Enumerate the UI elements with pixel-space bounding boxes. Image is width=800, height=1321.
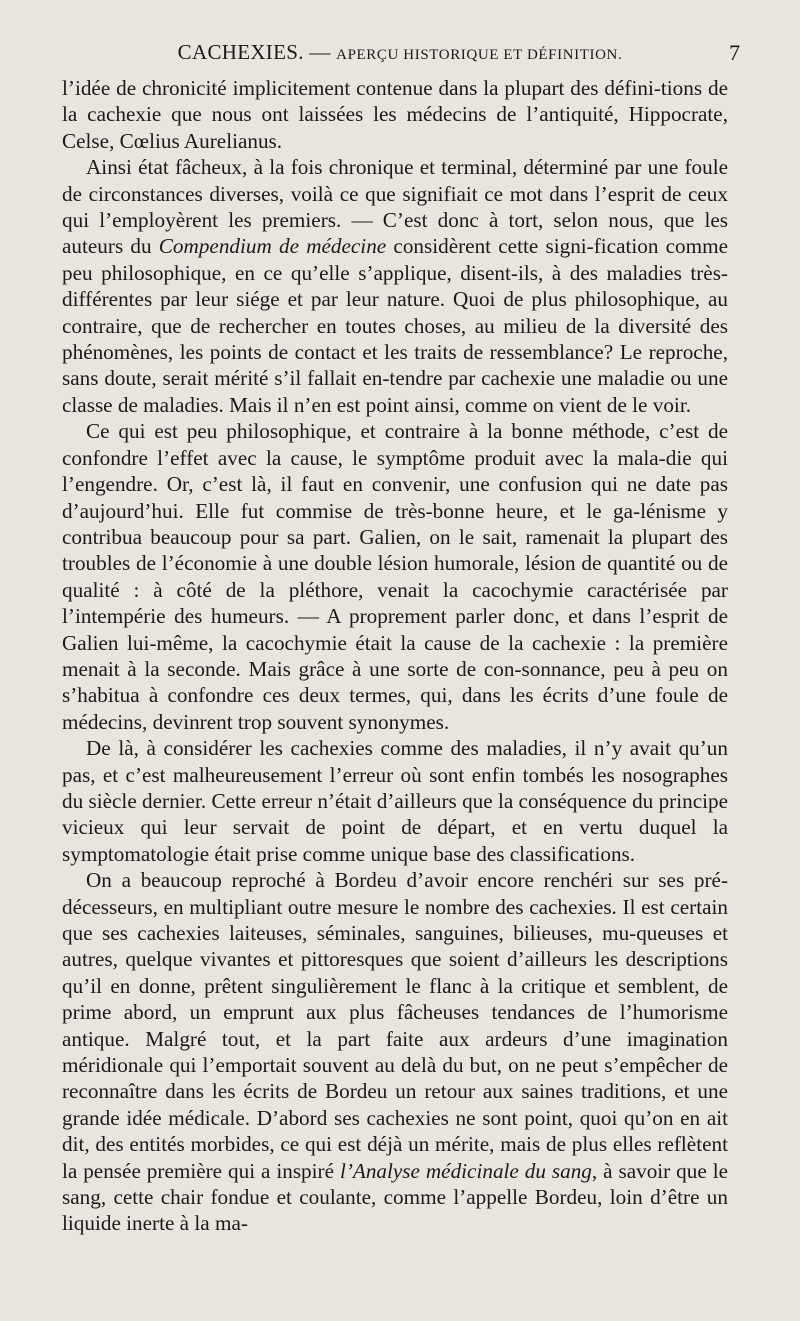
text-run: considèrent cette signi-fication comme peu philosophique, en ce qu’elle s’applique, disent-ils, à des maladies très-différentes par leur siége et par leur nature. Quoi de plus philosophique, au contraire, que de rechercher en toutes choses, au milieu de la diversité des phénomènes, les points de contact et les traits de ressemblance? Le reproche, sans doute, serait mérité s’il fallait en-tendre par cachexie une maladie ou une classe de maladies. Mais il n’en est point ainsi, comme on vient de le voir. xyxy=(62,234,729,417)
running-title xyxy=(60,40,740,65)
title-main: CACHEXIES. xyxy=(177,40,304,64)
italic-title: l’Analyse médicinale du sang xyxy=(339,1158,592,1183)
paragraph xyxy=(62,75,728,154)
text-run: De là, à considérer les cachexies comme des maladies, il n’y avait qu’un pas, et c’est malheureusement l’erreur où sont enfin tombés les nosographes du siècle dernier. Cette erreur n’était d’ailleurs que la conséquence du principe vicieux qui leur servait de point de départ, et en vertu duquel la symptomatologie était prise comme unique base des classifications. xyxy=(62,736,728,866)
text-run: On a beaucoup reproché à Bordeu d’avoir encore renchéri sur ses pré-décesseurs, en multipliant outre mesure le nombre des cachexies. Il est certain que ses cachexies laiteuses, séminales, sanguines, bilieuses, mu-queuses et autres, quelque vivantes et pittoresques que soient d’ailleurs les descriptions qu’il en donne, prêtent singulièrement le flanc à la critique et semblent, de prime abord, un emprunt aux plus fâcheuses tendances de l’humorisme antique. Malgré tout, et la part faite aux ardeurs d’une imagination méridionale qui l’emportait souvent au delà du but, on ne peut s’empêcher de reconnaître dans les écrits de Bordeu un retour aux saines traditions, et une grande idée médicale. D’abord ses cachexies ne sont point, quoi qu’on en ait dit, des entités morbides, ce qui est déjà un mérite, mais de plus elles reflètent la pensée première qui a inspiré xyxy=(62,868,728,1183)
title-separator: — xyxy=(303,40,337,64)
title-subtitle: APERÇU HISTORIQUE ET DÉFINITION. xyxy=(336,47,623,63)
paragraph xyxy=(62,867,728,1237)
body-text xyxy=(62,75,728,1237)
paragraph xyxy=(62,735,728,867)
page-number: 7 xyxy=(729,40,740,65)
italic-title: Compendium de médecine xyxy=(158,234,387,259)
paragraph xyxy=(62,418,728,735)
text-run: l’idée de chronicité implicitement contenue dans la plupart des défini-tions de la cachexie que nous ont laissées les médecins de l’antiquité, Hippocrate, Celse, Cœlius Aurelianus. xyxy=(62,76,728,153)
text-run: Ce qui est peu philosophique, et contraire à la bonne méthode, c’est de confondre l’effet avec la cause, le symptôme produit avec la mala-die qui l’engendre. Or, c’est là, il faut en convenir, une confusion qui ne date pas d’aujourd’hui. Elle fut commise de très-bonne heure, et le ga-lénisme y contribua beaucoup pour sa part. Galien, on le sait, ramenait la plupart des troubles de l’économie à une double lésion humorale, lésion de quantité ou de qualité : à côté de la pléthore, venait la cacochymie caractérisée par l’intempérie des humeurs. — A proprement parler donc, et dans l’esprit de Galien lui-même, la cacochymie était la cause de la cachexie : la première menait à la seconde. Mais grâce à une sorte de con-sonnance, peu à peu on s’habitua à confondre ces deux termes, qui, dans les écrits d’une foule de médecins, devinrent trop souvent synonymes. xyxy=(62,419,728,734)
running-header xyxy=(60,40,740,74)
text-run: Ainsi état fâcheux, à la fois chronique et terminal, déterminé par une foule de circonstances diverses, voilà ce que signifiait ce mot dans l’esprit de ceux qui l’employèrent les premiers. — C’est donc à tort, selon nous, que les auteurs du xyxy=(62,155,728,259)
text-run: , à savoir que le sang, cette chair fondue et coulante, comme l’appelle Bordeu, loin d’être un liquide inerte à la ma- xyxy=(62,1158,728,1236)
paragraph xyxy=(62,154,728,418)
